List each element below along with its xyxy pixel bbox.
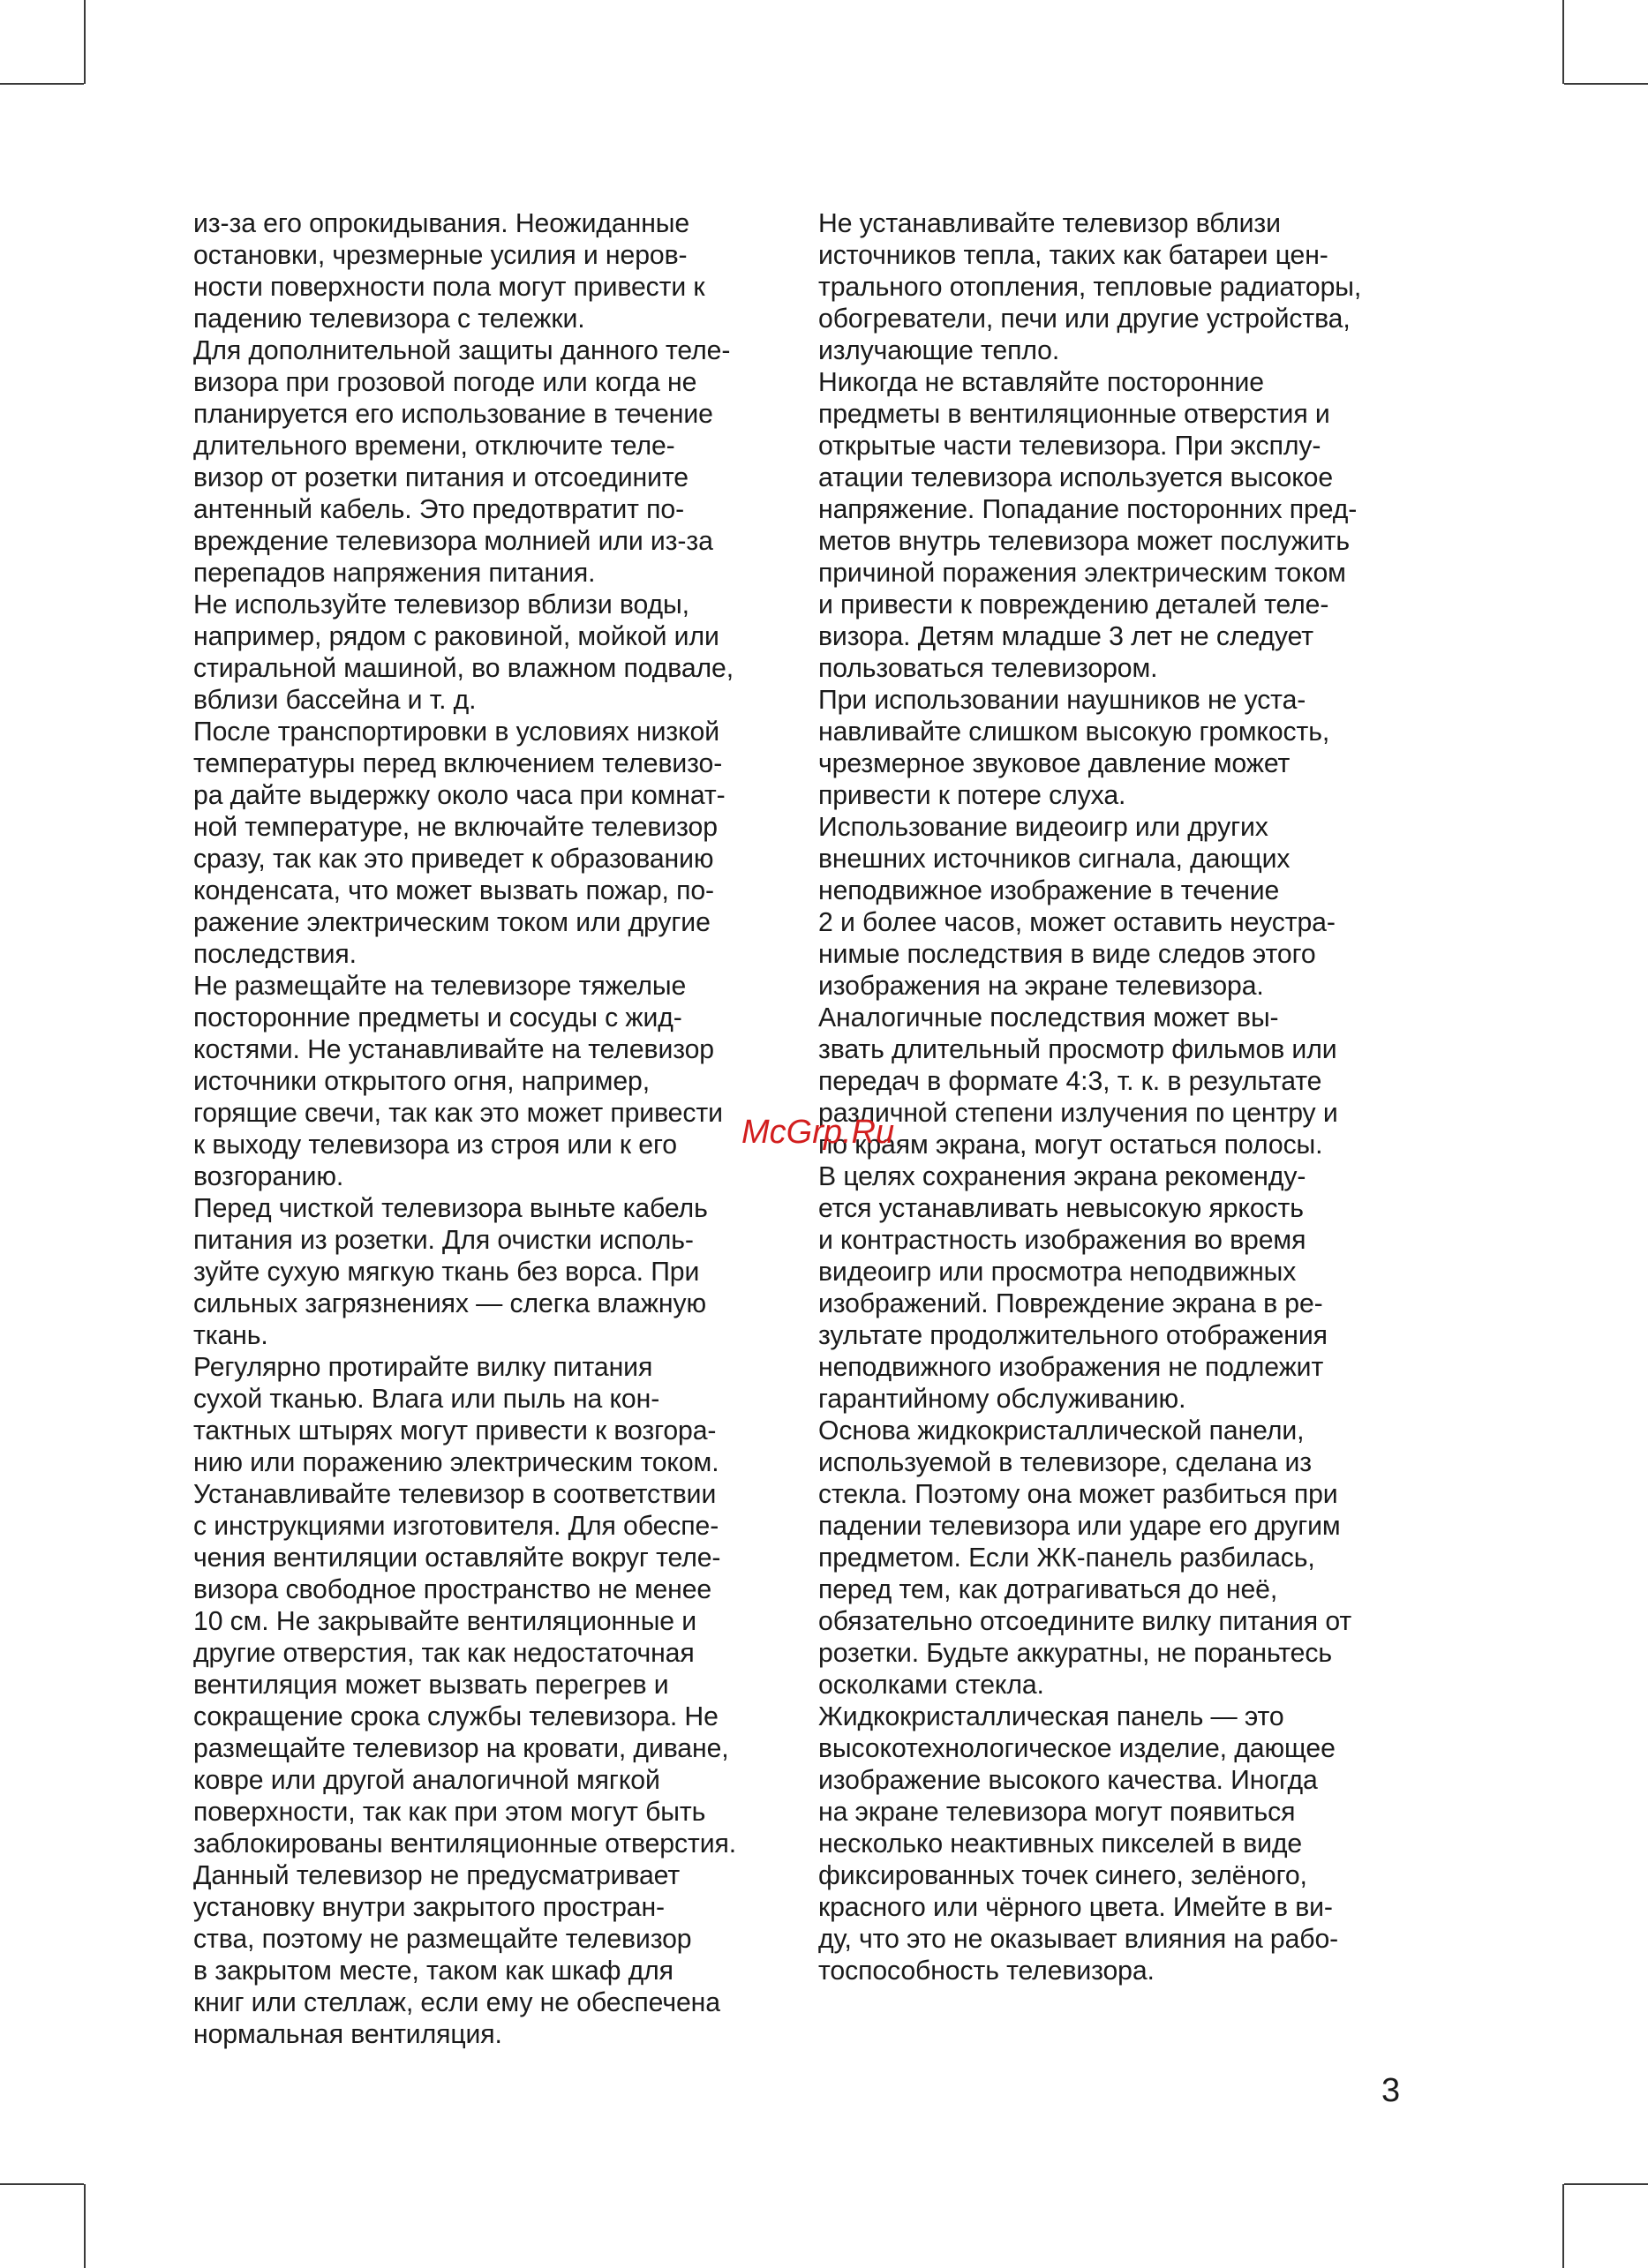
watermark: McGrp.Ru (741, 1114, 895, 1151)
crop-mark-top-right (1562, 0, 1564, 84)
paragraph: Не используйте телевизор вблизи воды, например, рядом с раковиной, мойкой или стиральной машиной, во влажном подвале, вблизи бассейна и т. д. (193, 590, 734, 715)
crop-mark-top-right-h (1564, 83, 1648, 85)
paragraph: Не размещайте на телевизоре тяжелые посторонние предметы и сосуды с жид- костями. Не устанавливайте на телевизор источники открытого огня, например, горящие свечи, так как это может привести к выходу телевизора из строя или к его возгоранию. (193, 972, 723, 1191)
left-text-column (193, 208, 786, 2051)
paragraph: При использовании наушников не уста- навливайте слишком высокую громкость, чрезмерное звуковое давление может привести к потере слуха. (818, 686, 1330, 810)
crop-mark-top-left-h (0, 83, 84, 85)
paragraph: Никогда не вставляйте посторонние предметы в вентиляционные отверстия и открытые части телевизора. При эксплу- атации телевизора используется высокое напряжение. Попадание посторонних пред- метов внутрь телевизора может послужить причиной поражения электрическим током и привести к повреждению деталей теле- визора. Детям младше 3 лет не следует пользоваться телевизором. (818, 368, 1358, 683)
paragraph: Регулярно протирайте вилку питания сухой тканью. Влага или пыль на кон- тактных штырях могут привести к возгора- нию или поражению электрическим током. (193, 1353, 719, 1477)
paragraph: Для дополнительной защиты данного теле- визора при грозовой погоде или когда не планируется его использование в течение длительного времени, отключите теле- визор от розетки питания и отсоедините антенный кабель. Это предотвратит по- вреждение телевизора молнией или из-за перепадов напряжения питания. (193, 336, 731, 588)
page-number: 3 (1381, 2072, 1401, 2109)
paragraph: Устанавливайте телевизор в соответствии с инструкциями изготовителя. Для обеспе- чения вентиляции оставляйте вокруг теле- визора свободное пространство не менее 10 см. Не закрывайте вентиляционные и другие отверстия, так как недостаточная вентиляция может вызвать перегрев и сокращение срока службы телевизора. Не размещайте телевизор на кровати, диване, ковре или другой аналогичной мягкой поверхности, так как при этом могут быть заблокированы вентиляционные отверстия. (193, 1480, 737, 1859)
paragraph: Не устанавливайте телевизор вблизи источников тепла, таких как батареи цен- трального отопления, тепловые радиаторы, обогреватели, печи или другие устройства, излучающие тепло. (818, 209, 1362, 365)
crop-mark-top-left (84, 0, 86, 84)
paragraph: Перед чисткой телевизора выньте кабель питания из розетки. Для очистки исполь- зуйте сухую мягкую ткань без ворса. При сильных загрязнениях — слегка влажную ткань. (193, 1194, 708, 1350)
crop-mark-bottom-left-h (0, 2183, 84, 2185)
paragraph: из-за его опрокидывания. Неожиданные остановки, чрезмерные усилия и неров- ности поверхности пола могут привести к падению телевизора с тележки. (193, 209, 705, 334)
paragraph: Данный телевизор не предусматривает установку внутри закрытого простран- ства, поэтому не размещайте телевизор в закрытом месте, таком как шкаф для книг или стеллаж, если ему не обеспечена нормальная вентиляция. (193, 1861, 720, 2049)
crop-mark-bottom-left (84, 2184, 86, 2268)
right-text-column (818, 208, 1411, 1987)
crop-mark-bottom-right (1562, 2184, 1564, 2268)
crop-mark-bottom-right-h (1564, 2183, 1648, 2185)
paragraph: Жидкокристаллическая панель — это высокотехнологическое изделие, дающее изображение высокого качества. Иногда на экране телевизора могут появиться несколько неактивных пикселей в виде фиксированных точек синего, зелёного, красного или чёрного цвета. Имейте в ви- ду, что это не оказывает влияния на рабо- тоспособность телевизора. (818, 1702, 1339, 1986)
paragraph: После транспортировки в условиях низкой температуры перед включением телевизо- ра дайте выдержку около часа при комнат- ной температуре, не включайте телевизор сразу, так как это приведет к образованию конденсата, что может вызвать пожар, по- ражение электрическим током или другие последствия. (193, 717, 726, 969)
paragraph: Основа жидкокристаллической панели, используемой в телевизоре, сделана из стекла. Поэтому она может разбиться при падении телевизора или ударе его другим предметом. Если ЖК-панель разбилась, перед тем, как дотрагиваться до неё, обязательно отсоедините вилку питания от розетки. Будьте аккуратны, не пораньтесь осколками стекла. (818, 1416, 1352, 1700)
paragraph: Использование видеоигр или других внешних источников сигнала, дающих неподвижное изображение в течение 2 и более часов, может оставить неустра- нимые последствия в виде следов этого изображения на экране телевизора. Аналогичные последствия может вы- звать длительный просмотр фильмов или передач в формате 4:3, т. к. в результате различной степени излучения по центру и по краям экрана, могут остаться полосы. В целях сохранения экрана рекоменду- ется устанавливать невысокую яркость и контрастность изображения во время видеоигр или просмотра неподвижных изображений. Повреждение экрана в ре- зультате продолжительного отображения неподвижного изображения не подлежит гарантийному обслуживанию. (818, 813, 1338, 1414)
